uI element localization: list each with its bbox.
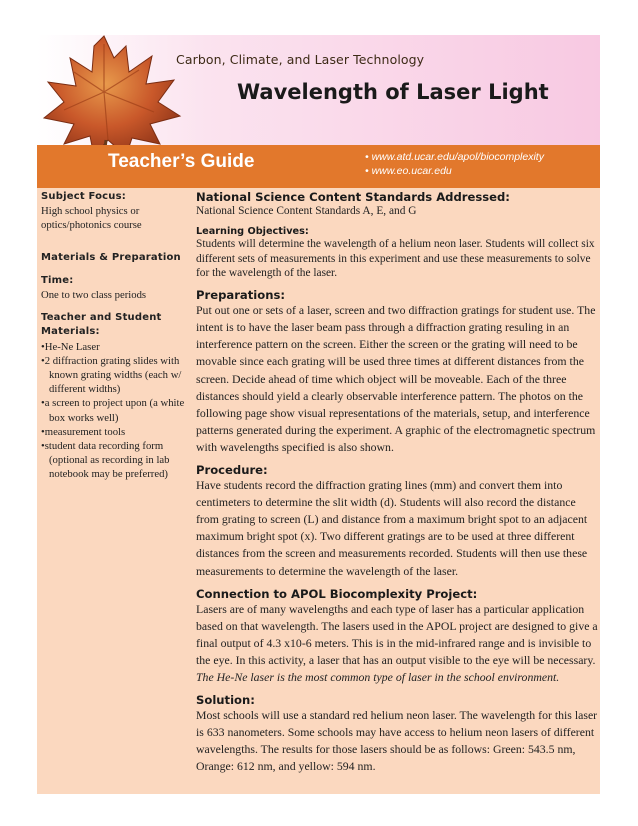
procedure-text: Have students record the diffraction grating lines (mm) and convert them into centimeters to determine the slit width (d). Students will also record the distance from grating to screen (L) and distance from a maximum bright spot to an adjacent maximum bright spot (x). Two different gratings are to be used at three different distances from the screen and measurements recorded. Students will then use these measurements to determine the wavelength of the laser. bbox=[196, 478, 588, 578]
list-item: • He-Ne Laser bbox=[41, 340, 187, 354]
time-text: One to two class periods bbox=[41, 289, 147, 302]
list-item: • a screen to project upon (a white box works well) bbox=[41, 396, 187, 424]
connection-body: Lasers are of many wavelengths and each type of laser has a particular application based on that wavelength. The lasers used in the APOL project are designed to give a final output of 4.3 x10-6 meters. This is in the mid-infrared range and is invisible to the eye. In this activity, a laser that has an output visible to the eye will be necessary. bbox=[196, 601, 598, 667]
preparations-heading: Preparations: bbox=[196, 288, 286, 303]
teacher-materials-heading: Teacher and Student Materials: bbox=[41, 312, 162, 338]
header-subtitle: Carbon, Climate, and Laser Technology bbox=[176, 52, 425, 67]
standards-text: National Science Content Standards A, E, and G bbox=[196, 205, 417, 217]
link-biocomplexity[interactable]: • www.atd.ucar.edu/apol/biocomplexity bbox=[365, 151, 544, 163]
procedure-heading: Procedure: bbox=[196, 463, 268, 478]
link-eo[interactable]: • www.eo.ucar.edu bbox=[365, 165, 452, 177]
materials-prep-heading: Materials & Preparation bbox=[41, 251, 181, 263]
subject-focus-text: High school physics or optics/photonics course bbox=[41, 205, 142, 232]
page-title: Wavelength of Laser Light bbox=[237, 80, 549, 104]
standards-heading: National Science Content Standards Addressed: bbox=[196, 190, 510, 204]
objectives-text: Students will determine the wavelength of a helium neon laser. Students will collect six different sets of measurements in this experiment and use these measurements to solve for the wavelength of the laser. bbox=[196, 238, 595, 279]
list-item: • student data recording form (optional as recording in lab notebook may be preferred) bbox=[41, 439, 187, 482]
connection-text bbox=[196, 601, 600, 686]
connection-heading: Connection to APOL Biocomplexity Project: bbox=[196, 586, 478, 601]
materials-list bbox=[41, 340, 187, 482]
objectives-heading: Learning Objectives: bbox=[196, 226, 309, 238]
list-item: • measurement tools bbox=[41, 425, 187, 439]
guide-title: Teacher’s Guide bbox=[108, 151, 255, 172]
preparations-text: Put out one or sets of a laser, screen and two diffraction gratings for student use. The intent is to have the laser beam pass through a diffraction grating resuling in an interference pattern on the screen. Either the screen or the grating will need to be movable since each grating will be used three times at different distances from the screen. Decide ahead of time which object will be moveable. Each of the three distances should yield a clearly observable interference pattern. The photos on the following page show visual representations of the materials, setup, and interference patterns generated during the experiment. A graphic of the electromagnetic spectrum with wavelengths specified is also shown. bbox=[196, 303, 596, 454]
list-item: • 2 diffraction grating slides with known grating widths (each w/ different widths) bbox=[41, 354, 187, 397]
subject-focus-heading: Subject Focus: bbox=[41, 191, 126, 202]
solution-heading: Solution: bbox=[196, 693, 255, 708]
sidebar bbox=[41, 190, 187, 482]
main-column bbox=[196, 190, 600, 775]
solution-text: Most schools will use a standard red helium neon laser. The wavelength for this laser is 633 nanometers. Some schools may have access to helium neon lasers of different wavelengths. The results for those lasers should be as follows: Green: 543.5 nm, Orange: 612 nm, and yellow: 594 nm. bbox=[196, 708, 598, 774]
connection-italic: The He-Ne laser is the most common type of laser in the school environment. bbox=[196, 669, 560, 684]
time-heading: Time: bbox=[41, 274, 74, 286]
reference-links bbox=[365, 150, 544, 178]
